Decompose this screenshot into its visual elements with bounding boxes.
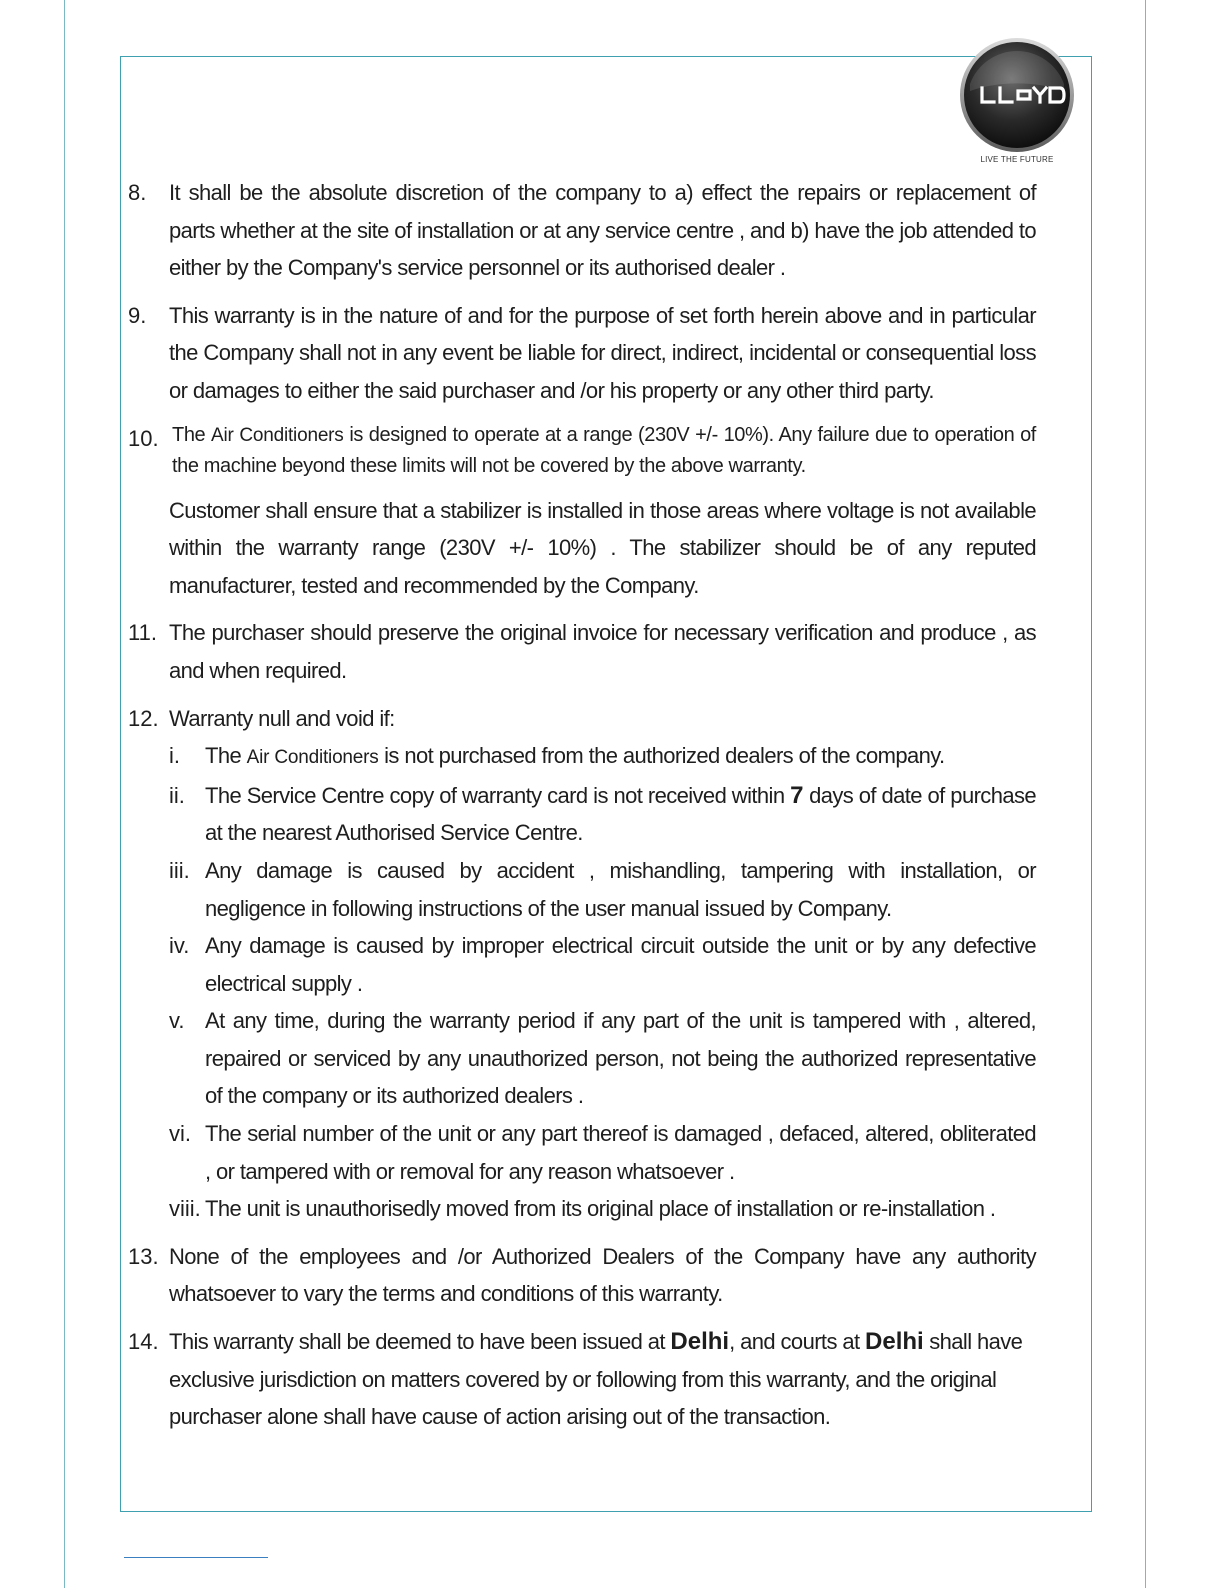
clause-10 xyxy=(128,420,1036,605)
footer-rule xyxy=(124,1557,268,1558)
clause-11 xyxy=(128,614,1036,689)
product-name: Air Conditioners xyxy=(211,424,344,446)
text-fragment: The xyxy=(172,423,206,446)
clause-number: 8. xyxy=(128,180,147,205)
sub-clause-number: v. xyxy=(169,1008,185,1034)
sub-clause-viii xyxy=(169,1190,1036,1228)
product-name: Air Conditioners xyxy=(246,747,379,769)
clause-text: None of the employees and /or Authorized Dealers of the Company have any authority whatsoever to vary the terms and conditions of this warranty. xyxy=(169,1243,1036,1307)
sub-clause-iv xyxy=(169,927,1036,1002)
sub-clause-i xyxy=(169,737,1036,777)
sub-clause-text: Any damage is caused by accident , mishandling, tampering with installation, or negligence in following instructions of the user manual issued by Company. xyxy=(205,857,1036,921)
sub-clause-vi xyxy=(169,1115,1036,1190)
sub-clause-v xyxy=(169,1002,1036,1115)
days-count: 7 xyxy=(790,781,804,809)
sub-clause-text: Any damage is caused by improper electrical circuit outside the unit or by any defective electrical supply . xyxy=(205,933,1036,996)
sub-clause-number: vi. xyxy=(169,1121,191,1147)
sub-clause-text: The unit is unauthorisedly moved from its original place of installation or re-installation . xyxy=(205,1196,996,1222)
clause-text: Warranty null and void if: xyxy=(169,705,395,731)
clause-number: 9. xyxy=(128,302,147,328)
sub-clause-text: The serial number of the unit or any part thereof is damaged , defaced, altered, obliterated , or tampered with or removal for any reason whatsoever . xyxy=(205,1121,1036,1184)
text-fragment: is not purchased from the authorized dealers of the company. xyxy=(384,743,945,769)
clause-number: 12. xyxy=(128,705,159,731)
text-fragment: shall have exclusive jurisdiction on matters covered by or following from this warranty, and the original purchaser alone shall have cause of action arising out of the transaction. xyxy=(169,1329,1023,1430)
clause-text: This warranty is in the nature of and for the purpose of set forth herein above and in particular the Company shall not in any event be liable for direct, indirect, incidental or consequential loss or damages to either the said purchaser and /or his property or any other third party. xyxy=(169,302,1036,403)
sub-clause-text xyxy=(205,777,1036,852)
text-fragment: The xyxy=(205,743,242,769)
sub-clause-number: viii. xyxy=(169,1196,201,1222)
clause-number: 10. xyxy=(128,425,159,451)
sub-clause-number: iv. xyxy=(169,933,190,959)
text-fragment: , and courts at xyxy=(729,1329,860,1355)
sub-clause-number: iii. xyxy=(169,857,190,883)
sub-clause-text: At any time, during the warranty period if any part of the unit is tampered with , altered, repaired or serviced by any unauthorized person, not being the authorized representative of the company or its authorized dealers . xyxy=(205,1008,1036,1109)
warranty-terms xyxy=(128,174,1036,1446)
sub-clause-iii xyxy=(169,852,1036,927)
text-fragment: is designed to operate at a range (230V +/- 10%). Any failure due to operation of the machine beyond these limits will not be covered by the above warranty. xyxy=(172,423,1036,477)
clause-number: 11. xyxy=(128,620,157,646)
clause-text: It shall be the absolute discretion of the company to a) effect the repairs or replacement of parts whether at the site of installation or at any service centre , and b) have the job attended to either by the Company's service personnel or its authorised dealer . xyxy=(169,180,1036,281)
sub-clause-number: i. xyxy=(169,743,180,769)
sub-clause-number: ii. xyxy=(169,782,185,808)
text-fragment: The Service Centre copy of warranty card is not received within xyxy=(205,782,785,808)
clause-text xyxy=(169,420,1036,482)
text-fragment: This warranty shall be deemed to have been issued at xyxy=(169,1329,665,1355)
clause-text: The purchaser should preserve the original invoice for necessary verification and produce , as and when required. xyxy=(169,620,1036,683)
jurisdiction-city: Delhi xyxy=(670,1328,730,1356)
brand-logo xyxy=(958,36,1076,166)
jurisdiction-city: Delhi xyxy=(865,1328,924,1356)
clause-text xyxy=(169,1323,1036,1436)
clause-9 xyxy=(128,297,1036,410)
brand-tagline: LIVE THE FUTURE xyxy=(980,155,1054,164)
clause-number: 13. xyxy=(128,1243,159,1269)
clause-text-stabilizer: Customer shall ensure that a stabilizer is installed in those areas where voltage is not available within the warranty range (230V +/- 10%) . The stabilizer should be of any reputed manufacturer, tested and recommended by the Company. xyxy=(169,497,1036,598)
text-fragment: days of date of purchase at the nearest Authorised Service Centre. xyxy=(205,782,1037,846)
sub-clause-ii xyxy=(169,777,1036,852)
clause-13 xyxy=(128,1238,1036,1313)
clause-8 xyxy=(128,174,1036,287)
clause-14 xyxy=(128,1323,1036,1436)
clause-12 xyxy=(128,700,1036,1228)
clause-number: 14. xyxy=(128,1329,159,1355)
lloyd-logo-icon xyxy=(958,36,1076,154)
sub-clause-text xyxy=(205,737,1036,777)
